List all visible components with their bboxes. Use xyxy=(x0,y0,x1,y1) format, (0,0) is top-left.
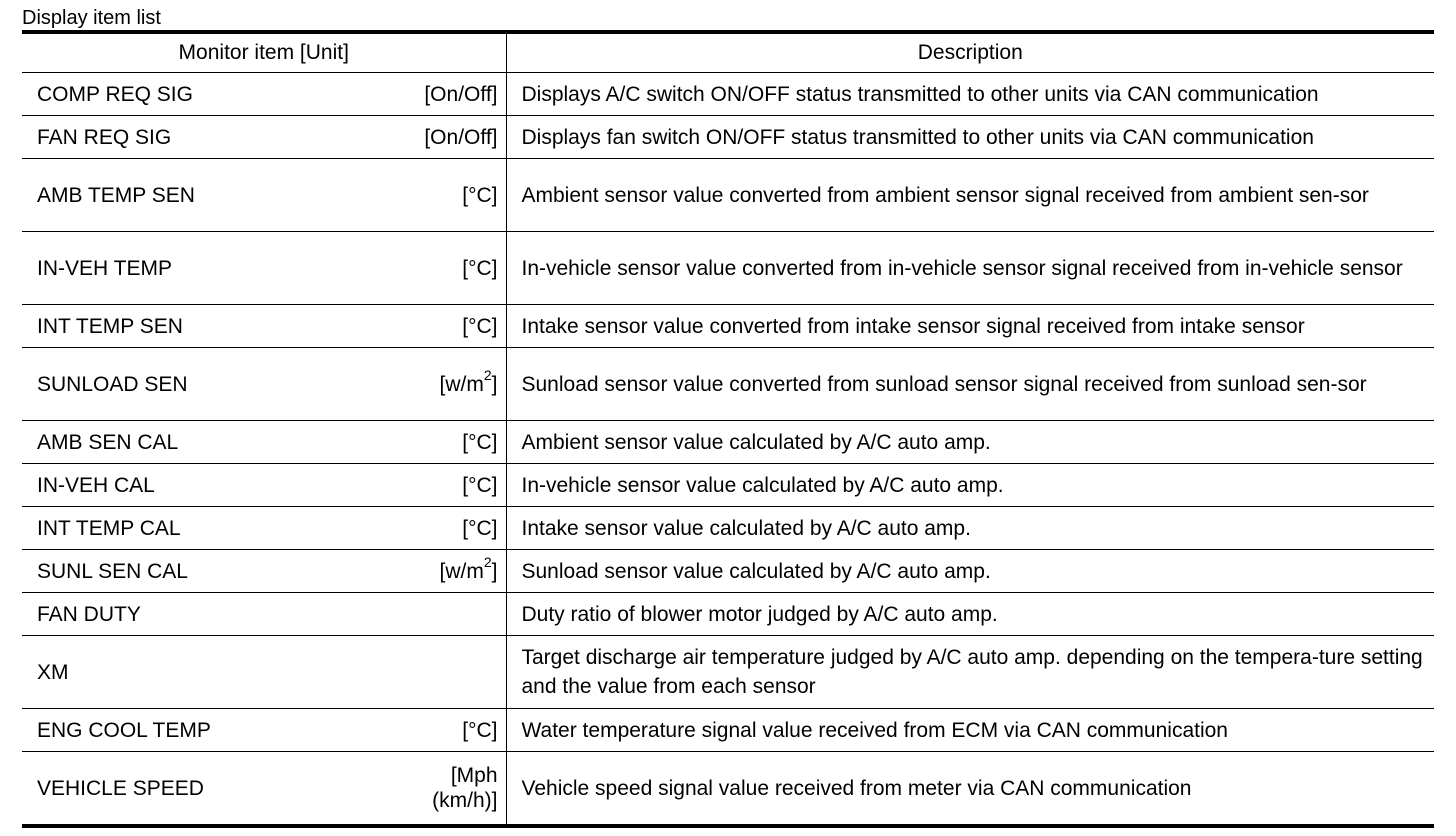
monitor-item-name: FAN DUTY xyxy=(37,602,141,626)
table-row xyxy=(22,593,1434,636)
table-row xyxy=(22,73,1434,116)
monitor-item-name: IN-VEH TEMP xyxy=(37,256,172,280)
description-text: Sunload sensor value calculated by A/C auto amp. xyxy=(521,559,991,583)
monitor-item-name: SUNLOAD SEN xyxy=(37,372,188,396)
description-cell xyxy=(506,232,1434,305)
description-cell xyxy=(506,464,1434,507)
unit-superscript: 2 xyxy=(483,366,492,383)
monitor-item-unit: $[w/m^2]$ xyxy=(439,366,498,396)
description-cell xyxy=(506,421,1434,464)
monitor-item-cell xyxy=(22,636,506,709)
description-text: Duty ratio of blower motor judged by A/C auto amp. xyxy=(521,602,998,626)
monitor-item-name: AMB TEMP SEN xyxy=(37,183,195,207)
table-row xyxy=(22,421,1434,464)
monitor-item-name: XM xyxy=(37,660,69,684)
monitor-item-name: INT TEMP SEN xyxy=(37,314,183,338)
monitor-item-unit: [°C] xyxy=(462,473,498,497)
monitor-item-name: AMB SEN CAL xyxy=(37,430,179,454)
monitor-item-name: INT TEMP CAL xyxy=(37,516,181,540)
table-row xyxy=(22,116,1434,159)
table-row xyxy=(22,752,1434,827)
table-row xyxy=(22,507,1434,550)
monitor-item-name: FAN REQ SIG xyxy=(37,125,172,149)
monitor-item-cell xyxy=(22,348,506,421)
description-cell xyxy=(506,159,1434,232)
header-description: Description xyxy=(506,32,1434,73)
description-cell xyxy=(506,116,1434,159)
table-row xyxy=(22,550,1434,593)
monitor-item-cell xyxy=(22,73,506,116)
table-row xyxy=(22,232,1434,305)
description-text: Displays fan switch ON/OFF status transmitted to other units via CAN communication xyxy=(521,125,1314,149)
description-text: Ambient sensor value calculated by A/C auto amp. xyxy=(521,430,991,454)
description-text: Vehicle speed signal value received from meter via CAN communication xyxy=(521,776,1192,800)
description-cell xyxy=(506,752,1434,827)
description-cell xyxy=(506,593,1434,636)
monitor-item-cell xyxy=(22,159,506,232)
table-header-row xyxy=(22,32,1434,73)
description-text: Intake sensor value converted from intake sensor signal received from intake sensor xyxy=(521,314,1305,338)
monitor-item-unit: [On/Off] xyxy=(424,125,498,149)
description-text: Displays A/C switch ON/OFF status transmitted to other units via CAN communication xyxy=(521,82,1319,106)
description-text: Ambient sensor value converted from ambient sensor signal received from ambient sen-sor xyxy=(521,183,1369,207)
monitor-item-unit: [°C] xyxy=(462,718,498,742)
monitor-item-unit: [°C] xyxy=(462,314,498,338)
monitor-item-cell xyxy=(22,752,506,827)
monitor-item-cell xyxy=(22,550,506,593)
monitor-item-name: COMP REQ SIG xyxy=(37,82,193,106)
monitor-item-unit: [°C] xyxy=(462,183,498,207)
description-cell xyxy=(506,636,1434,709)
monitor-item-cell xyxy=(22,507,506,550)
monitor-item-unit: [On/Off] xyxy=(424,82,498,106)
monitor-item-name: ENG COOL TEMP xyxy=(37,718,211,742)
description-text: In-vehicle sensor value calculated by A/C auto amp. xyxy=(521,473,1004,497)
description-cell xyxy=(506,507,1434,550)
monitor-item-cell xyxy=(22,421,506,464)
description-text: Sunload sensor value converted from sunload sensor signal received from sunload sen-sor xyxy=(521,372,1367,396)
description-text: In-vehicle sensor value converted from in-vehicle sensor signal received from in-vehicle sensor xyxy=(521,256,1403,280)
description-cell xyxy=(506,709,1434,752)
table-row xyxy=(22,305,1434,348)
monitor-item-name: VEHICLE SPEED xyxy=(37,776,204,800)
monitor-item-cell xyxy=(22,232,506,305)
table-row xyxy=(22,636,1434,709)
description-cell xyxy=(506,73,1434,116)
description-text: Intake sensor value calculated by A/C auto amp. xyxy=(521,516,971,540)
table-row xyxy=(22,709,1434,752)
table-row xyxy=(22,464,1434,507)
header-monitor-item: Monitor item [Unit] xyxy=(22,32,506,73)
display-item-table xyxy=(22,30,1434,828)
monitor-item-cell xyxy=(22,464,506,507)
table-row xyxy=(22,159,1434,232)
monitor-item-name: IN-VEH CAL xyxy=(37,473,155,497)
monitor-item-cell xyxy=(22,305,506,348)
unit-superscript: 2 xyxy=(483,553,492,570)
table-caption: Display item list xyxy=(22,7,161,29)
description-cell xyxy=(506,550,1434,593)
description-text: Target discharge air temperature judged by A/C auto amp. depending on the tempera-ture setting and the value from each sensor xyxy=(521,646,1423,698)
monitor-item-unit: [°C] xyxy=(462,256,498,280)
monitor-item-unit: [°C] xyxy=(462,430,498,454)
description-text: Water temperature signal value received from ECM via CAN communication xyxy=(521,718,1228,742)
description-cell xyxy=(506,305,1434,348)
monitor-item-unit: [Mph (km/h)] xyxy=(432,764,498,812)
monitor-item-name: SUNL SEN CAL xyxy=(37,559,188,583)
monitor-item-cell xyxy=(22,116,506,159)
table-row xyxy=(22,348,1434,421)
monitor-item-unit: [°C] xyxy=(462,516,498,540)
monitor-item-cell xyxy=(22,709,506,752)
description-cell xyxy=(506,348,1434,421)
monitor-item-unit: $[w/m^2]$ xyxy=(439,553,498,583)
monitor-item-cell xyxy=(22,593,506,636)
